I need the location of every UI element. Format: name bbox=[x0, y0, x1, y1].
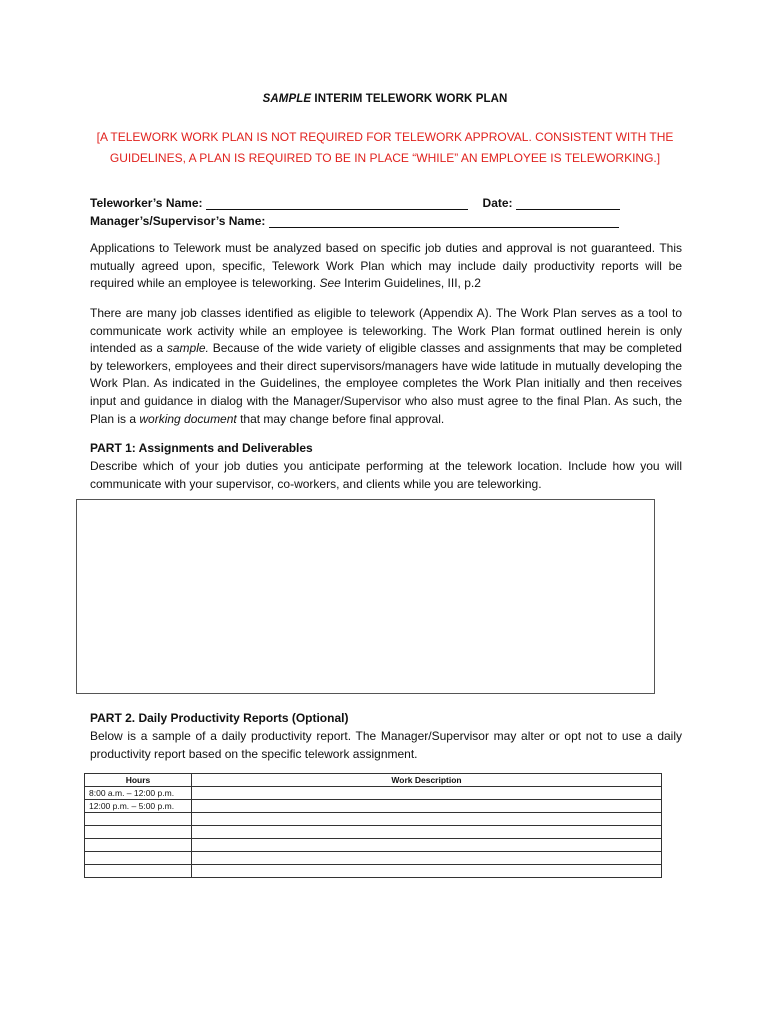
table-row bbox=[85, 839, 662, 852]
date-label: Date: bbox=[482, 196, 513, 210]
hours-cell[interactable] bbox=[85, 865, 192, 878]
teleworker-label: Teleworker’s Name: bbox=[90, 196, 203, 210]
manager-label: Manager’s/Supervisor’s Name: bbox=[90, 214, 266, 228]
table-row bbox=[85, 800, 662, 813]
hours-cell[interactable]: 12:00 p.m. – 5:00 p.m. bbox=[85, 800, 192, 813]
page-title bbox=[0, 93, 770, 105]
hours-cell[interactable] bbox=[85, 839, 192, 852]
teleworker-name-field[interactable] bbox=[206, 197, 468, 210]
intro-paragraph-2: There are many job classes identified as eligible to telework (Appendix A). The Work Plan serves as a tool to communicate work activity while an employee is teleworking. The Work Plan format outlined herein is only intended as a sample. Because of the wide variety of eligible classes and assignments that may be completed by teleworkers, employees and their direct supervisors/managers have wide latitude in mutually developing the Work Plan. As indicated in the Guidelines, the employee completes the Work Plan initially and then receives input and guidance in dialog with the Manager/Supervisor who also must agree to the final Plan. As such, the Plan is a working document that may change before final approval. bbox=[90, 306, 682, 426]
table-row bbox=[85, 826, 662, 839]
work-cell[interactable] bbox=[192, 852, 662, 865]
work-cell[interactable] bbox=[192, 813, 662, 826]
notice bbox=[90, 127, 680, 169]
table-row bbox=[85, 787, 662, 800]
hours-header: Hours bbox=[85, 774, 192, 787]
assignments-text-box[interactable] bbox=[76, 499, 655, 694]
work-cell[interactable] bbox=[192, 865, 662, 878]
table-row bbox=[85, 813, 662, 826]
manager-name-field[interactable] bbox=[269, 215, 619, 228]
table-header-row bbox=[85, 774, 662, 787]
notice-line-1: [A TELEWORK WORK PLAN IS NOT REQUIRED FOR TELEWORK APPROVAL. CONSISTENT WITH THE bbox=[96, 130, 674, 144]
date-field[interactable] bbox=[516, 197, 620, 210]
table-row bbox=[85, 865, 662, 878]
productivity-table bbox=[84, 773, 662, 878]
part2-description: Below is a sample of a daily productivity report. The Manager/Supervisor may alter or opt not to use a daily productivity report based on the specific telework assignment. bbox=[90, 729, 682, 761]
intro-paragraph-1: Applications to Telework must be analyzed based on specific job duties and approval is not guaranteed. This mutually agreed upon, specific, Telework Work Plan which may include daily productivity reports will be required while an employee is teleworking. See Interim Guidelines, III, p.2 bbox=[90, 241, 682, 291]
hours-cell[interactable] bbox=[85, 813, 192, 826]
hours-cell[interactable] bbox=[85, 826, 192, 839]
hours-cell[interactable] bbox=[85, 852, 192, 865]
title-sample: SAMPLE bbox=[262, 93, 312, 105]
table-row bbox=[85, 852, 662, 865]
work-cell[interactable] bbox=[192, 826, 662, 839]
hours-cell[interactable]: 8:00 a.m. – 12:00 p.m. bbox=[85, 787, 192, 800]
part1-description: Describe which of your job duties you anticipate performing at the telework location. Include how you will communicate with your supervisor, co-workers, and clients while you are teleworking. bbox=[90, 459, 682, 491]
work-cell[interactable] bbox=[192, 800, 662, 813]
work-description-header: Work Description bbox=[192, 774, 662, 787]
part2-heading: PART 2. Daily Productivity Reports (Optional) bbox=[90, 711, 349, 725]
work-cell[interactable] bbox=[192, 787, 662, 800]
manager-row bbox=[90, 214, 619, 228]
notice-line-2: GUIDELINES, A PLAN IS REQUIRED TO BE IN PLACE “WHILE” AN EMPLOYEE IS TELEWORKING.] bbox=[109, 151, 661, 165]
part1-heading: PART 1: Assignments and Deliverables bbox=[90, 441, 313, 455]
teleworker-row bbox=[90, 196, 620, 210]
work-cell[interactable] bbox=[192, 839, 662, 852]
title-rest: INTERIM TELEWORK WORK PLAN bbox=[311, 93, 508, 105]
